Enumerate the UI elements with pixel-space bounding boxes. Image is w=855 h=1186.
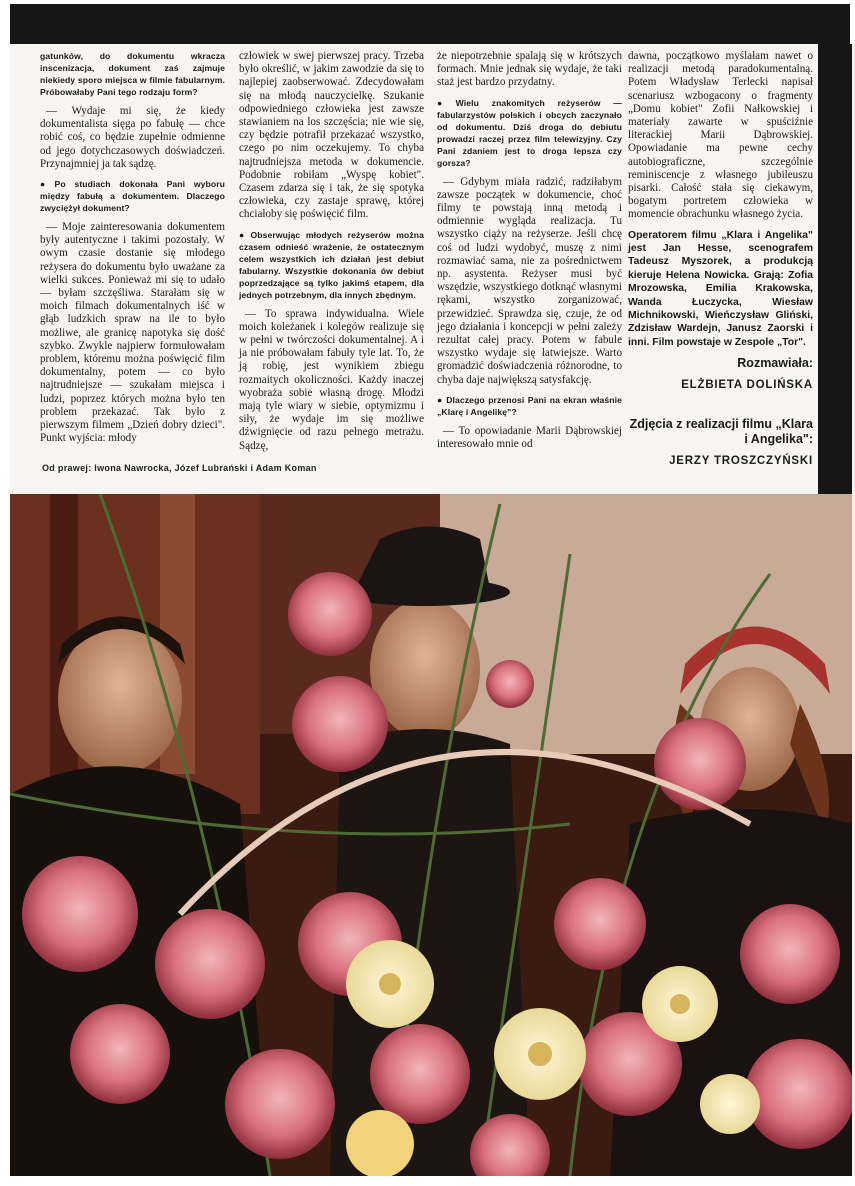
answer-paragraph: człowiek w swej pierwszej pracy. Trzeba było określić, w jakim zawodzie da się to najlepiej zaobserwować. Zdecydowałam się na młodą nauczycielkę. Szukanie odpowiedniego człowieka jest zawsze stawianiem na los szczęścia; nie wie się, czy będzie potrafił przekazać wszystko, czego po nim oczekujemy. To chyba najtrudniejsza metoda w dokumencie. Podobnie robiłam „Wyspę kobiet". Czasem zdarza się i tak, że się spotyka człowieka, czy zastaje sprawę, której chciałoby się poświęcić film. xyxy=(239,50,424,221)
carnation xyxy=(22,856,138,972)
film-still-photo xyxy=(10,494,852,1176)
bullet-icon: ● xyxy=(437,394,444,405)
photo-credit-label: Zdjęcia z realizacji filmu „Klara i Angelika": xyxy=(629,417,813,447)
carnation xyxy=(288,572,372,656)
page-left-margin xyxy=(0,44,10,1186)
article-column-2 xyxy=(239,50,424,460)
question-paragraph xyxy=(437,394,622,418)
film-still-illustration xyxy=(10,494,852,1176)
carnation xyxy=(155,909,265,1019)
film-credits: Operatorem filmu „Klara i Angelika" jest Jan Hesse, scenografem Tadeusz Myszorek, a produkcją kieruje Helena Nowicka. Grają: Zofia Mrozowska, Emilia Krakowska, Wanda Łuczycka, Wiesław Michnikowski, Wieńczysław Gliński, Zdzisław Wardejn, Janusz Zaorski i inni. Film powstaje w Zespole „Tor". xyxy=(628,229,813,348)
carnation xyxy=(745,1039,852,1149)
photographer-name: JERZY TROSZCZYŃSKI xyxy=(669,455,813,468)
page-bottom-margin xyxy=(0,1176,855,1186)
answer-paragraph: — Moje zainteresowania dokumentem były autentyczne i takimi pozostały. W owym czasie dostanie się młodego reżysera do dokumentu było uważane za wielki sukces. Ponieważ mi się to udało — byłam szczęśliwa. Starałam się w moich filmach dokumentalnych iść w głąb ludzkich spraw na ile to było możliwe, ale granicę napotyka się dość szybko. Zwykle najpierw formułowałam problem, któremu można poświęcić film dokumentalny, potem — co było najtrudniejsze — szukałam miejsca i ludzi, poprzez których można było ten problem przekazać. Tak było z pierwszym filmem „Dzień dobry dzieci". Punkt wyjścia: młody xyxy=(40,221,225,445)
photo-caption: Od prawej: Iwona Nawrocka, Józef Lubrański i Adam Koman xyxy=(42,463,317,473)
carnation xyxy=(225,1049,335,1159)
daisy-center xyxy=(670,994,690,1014)
question-paragraph xyxy=(239,229,424,301)
man-left-face xyxy=(58,624,182,774)
carnation xyxy=(70,1004,170,1104)
answer-paragraph: że niepotrzebnie spalają się w krótszych formach. Mnie jednak się wydaje, że taki staż jest bardzo przydatny. xyxy=(437,50,622,89)
article-text-area xyxy=(10,44,818,492)
question-text: Dlaczego przenosi Pani na ekran właśnie „Klarę i Angelikę"? xyxy=(437,394,622,417)
question-paragraph xyxy=(40,178,225,214)
scan-dark-border xyxy=(10,4,850,44)
bullet-icon: ● xyxy=(40,179,52,190)
daisy-center xyxy=(528,1042,552,1066)
answer-paragraph: — Gdybym miała radzić, radziłabym zawsze początek w dokumencie, choć filmy te powstają inną metodą i odmiennie wygląda realizacja. Tu wszystko ciąży na reżyserze. Jeśli chcę coś od ludzi wydobyć, muszę z nimi rozmawiać sama, nie za pośrednictwem np. asystenta. Reżyser musi być wszędzie, wszystkiego dotknąć własnymi rękami, wszystko zorganizować, przewidzieć. Sprawdza się, czuje, że od jego działania i koncepcji w pełni zależy rezultat całej pracy. Potem w fabule wszystko wydaje się łatwiejsze. Warto gromadzić doświadczenia różnorodne, to chyba daje największą satysfakcję. xyxy=(437,175,622,386)
carnation xyxy=(292,676,388,772)
answer-paragraph: — To sprawa indywidualna. Wiele moich koleżanek i kolegów realizuje się w pełni w twórczości dokumentalnej. A i ja nie próbowałam fabuły tyle lat. To, że ją robię, jest wynikiem zbiegu rozmaitych okoliczności. Każdy inaczej wyobraża sobie własną drogę. Młodzi mają tyle wiary w siebie, optymizmu i siły, że wydaje im się możliwe dźwignięcie od razu pełnego metrażu. Sądzę, xyxy=(239,307,424,452)
bullet-icon: ● xyxy=(239,229,248,240)
carnation xyxy=(740,904,840,1004)
question-text: Po studiach dokonała Pani wyboru między fabułą a dokumentem. Dlaczego zwyciężył dokument? xyxy=(40,179,226,214)
question-text: Obserwując młodych reżyserów można czasem odnieść wrażenie, że ostatecznym celem wszystkich ich działań jest debiut fabularny. Wszystkie dokonania ów debiut poprzedzające są tylko jakimś etapem, dla jednych potrzebnym, dla innych zbędnym. xyxy=(239,229,424,300)
carnation xyxy=(370,1024,470,1124)
carnation xyxy=(554,878,646,970)
article-column-1 xyxy=(40,50,225,452)
daisy xyxy=(700,1074,760,1134)
interviewer-name: ELŻBIETA DOLIŃSKA xyxy=(681,379,813,392)
page-top-margin xyxy=(0,0,855,44)
question-paragraph xyxy=(437,97,622,169)
bullet-icon: ● xyxy=(437,97,453,108)
article-column-4 xyxy=(628,50,813,475)
question-text: Wielu znakomitych reżyserów — fabularzystów polskich i obcych zaczynało od dokumentu. Dziś droga do debiutu prowadzi raczej przez film telewizyjny. Czy Pani zdaniem jest to droga lepsza czy gorsza? xyxy=(437,97,622,168)
interviewer-label: Rozmawiała: xyxy=(737,356,813,371)
answer-paragraph: — Wydaje mi się, że kiedy dokumentalista sięga po fabułę — chce robić coś, co będzie zupełnie odmienne od jego dotychczasowych doświadczeń. Przynajmniej ja tak sądzę. xyxy=(40,105,225,170)
scan-right-border xyxy=(818,44,852,494)
carnation xyxy=(486,660,534,708)
daisy-center xyxy=(379,973,401,995)
answer-paragraph: dawna, początkowo myślałam nawet o realizacji metodą paradokumentalną. Potem Władysław Terlecki napisał scenariusz wzbogacony o fragmenty „Domu kobiet" Zofii Nałkowskiej i materiały zawarte w spuściźnie literackiej Marii Dąbrowskiej. Opowiadanie ma pewne cechy autobiograficzne, szczególnie reminiscencje z własnego jubileuszu pisarki. Całość stała się ciekawym, bogatym portretem człowieka w momencie obrachunku własnego życia. xyxy=(628,50,813,221)
answer-paragraph: — To opowiadanie Marii Dąbrowskiej interesowało mnie od xyxy=(437,424,622,451)
article-column-3 xyxy=(437,50,622,458)
question-text: gatunków, do dokumentu wkracza inscenizacja, dokument zaś zajmuje niekiedy sporo miejsca w filmie fabularnym. Próbowałaby Pani tego rodzaju form? xyxy=(40,51,225,97)
yellow-daisy xyxy=(346,1110,414,1176)
